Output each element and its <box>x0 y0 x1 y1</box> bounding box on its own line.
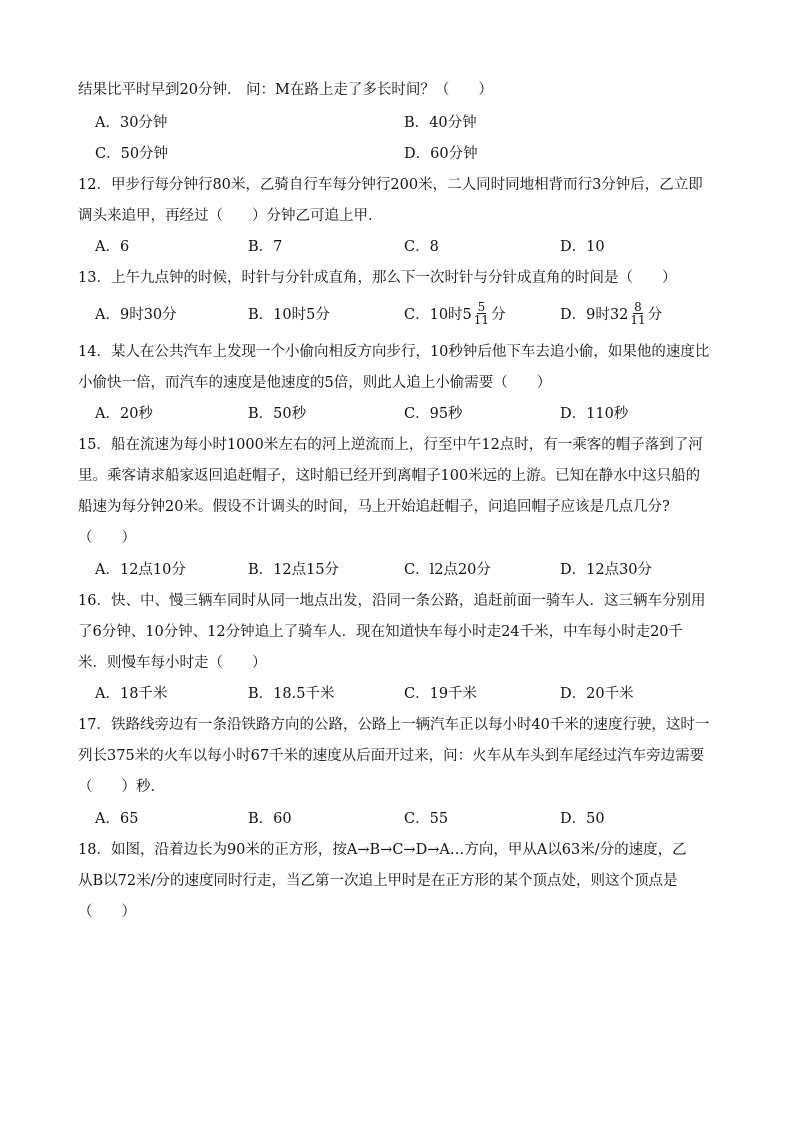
q18-line1: 18．如图，沿着边长为90米的正方形，按A→B→C→D→A…方向，甲从A以63米/分的速度，乙 <box>78 842 687 858</box>
q16-option-c: C．19千米 <box>404 686 478 702</box>
q13-option-d-suffix: 分 <box>647 307 663 323</box>
q12-option-b: B．7 <box>248 239 283 255</box>
q17-option-a: A．65 <box>95 811 139 827</box>
q12-line1: 12．甲步行每分钟行80米，乙骑自行车每分钟行200米，二人同时同地相背而行3分钟后，乙立即 <box>78 177 703 193</box>
fraction-denominator: 11 <box>473 312 490 327</box>
fraction-denominator: 11 <box>630 312 646 327</box>
q17-line3: （ ）秒． <box>78 779 165 795</box>
q13-option-d-whole: 32 <box>609 307 629 323</box>
q17-line2: 列长375米的火车以每小时67千米的速度从后面开过来，问：火车从车头到车尾经过汽车旁边需要 <box>78 748 705 764</box>
q17-option-b: B．60 <box>248 811 292 827</box>
q12-option-d: D．10 <box>560 239 605 255</box>
q15-option-a: A．12点10分 <box>95 562 186 578</box>
q15-option-c: C．l2点20分 <box>404 562 491 578</box>
q13-option-d <box>560 298 662 332</box>
q11-option-c: C．50分钟 <box>95 146 169 162</box>
q14-line2: 小偷快一倍，而汽车的速度是他速度的5倍，则此人追上小偷需要（ ） <box>78 375 552 391</box>
q15-option-d: D．12点30分 <box>560 562 653 578</box>
q17-option-c: C．55 <box>404 811 449 827</box>
q13-option-c-prefix: C．10时 <box>404 307 463 323</box>
q13-option-c-suffix: 分 <box>491 307 506 323</box>
q15-line1: 15．船在流速为每小时1000米左右的河上逆流而上，行至中午12点时，有一乘客的帽子落到了河 <box>78 437 703 453</box>
q14-option-c: C．95秒 <box>404 406 463 422</box>
q13-option-c-whole: 5 <box>462 307 472 323</box>
q11-option-b: B．40分钟 <box>404 115 477 131</box>
q16-option-a: A．18千米 <box>95 686 168 702</box>
q15-line4: （ ） <box>78 530 136 546</box>
q15-option-b: B．12点15分 <box>248 562 340 578</box>
q17-option-d: D．50 <box>560 811 605 827</box>
q13-option-c <box>404 298 506 332</box>
q14-option-a: A．20秒 <box>95 406 153 422</box>
q13-option-b: B．10时5分 <box>248 307 330 323</box>
q16-line2: 了6分钟、10分钟、12分钟追上了骑车人．现在知道快车每小时走24千米，中车每小时走20千 <box>78 624 684 640</box>
q11-option-d: D．60分钟 <box>404 146 478 162</box>
q14-line1: 14．某人在公共汽车上发现一个小偷向相反方向步行，10秒钟后他下车去追小偷，如果他的速度比 <box>78 344 710 360</box>
q11-text: 结果比平时早到20分钟． 问：M在路上走了多长时间？（ ） <box>78 82 493 98</box>
q12-option-c: C．8 <box>404 239 439 255</box>
q13-option-a: A．9时30分 <box>95 307 177 323</box>
q13-option-d-fraction <box>629 301 646 326</box>
q13-line1: 13．上午九点钟的时候，时针与分针成直角，那么下一次时针与分针成直角的时间是（ ） <box>78 270 677 286</box>
q16-line1: 16．快、中、慢三辆车同时从同一地点出发，沿同一条公路，追赶前面一骑车人．这三辆车分别用 <box>78 593 706 609</box>
q13-option-c-fraction <box>473 301 490 326</box>
q14-option-d: D．110秒 <box>560 406 629 422</box>
q12-option-a: A．6 <box>95 239 130 255</box>
q15-line3: 船速为每分钟20米。假设不计调头的时间，马上开始追赶帽子，问追回帽子应该是几点几分? <box>78 499 670 515</box>
q16-option-d: D．20千米 <box>560 686 634 702</box>
fraction-numerator: 8 <box>634 299 642 314</box>
q16-line3: 米．则慢车每小时走（ ） <box>78 655 267 671</box>
q13-option-d-prefix: D．9时 <box>560 307 610 323</box>
q14-option-b: B．50秒 <box>248 406 307 422</box>
q12-line2: 调头来追甲，再经过（ ）分钟乙可追上甲． <box>78 208 383 224</box>
q18-line3: （ ） <box>78 904 136 920</box>
q16-option-b: B．18.5千米 <box>248 686 335 702</box>
q15-line2: 里。乘客请求船家返回追赶帽子，这时船已经开到离帽子100米远的上游。已知在静水中这只船的 <box>78 468 701 484</box>
q18-line2: 从B以72米/分的速度同时行走，当乙第一次追上甲时是在正方形的某个顶点处，则这个顶点是 <box>78 873 678 889</box>
q17-line1: 17．铁路线旁边有一条沿铁路方向的公路，公路上一辆汽车正以每小时40千米的速度行驶，这时一 <box>78 717 710 733</box>
q11-option-a: A．30分钟 <box>95 115 168 131</box>
fraction-numerator: 5 <box>477 299 486 314</box>
